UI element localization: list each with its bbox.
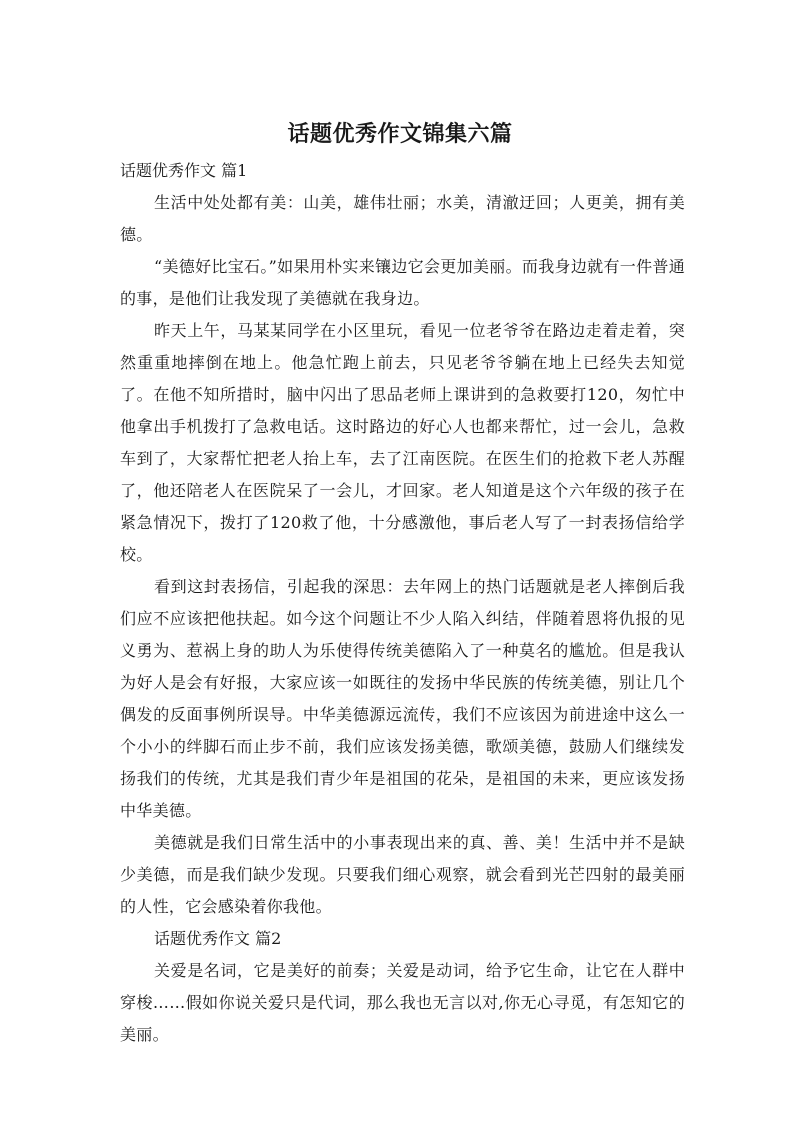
paragraph: 关爱是名词，它是美好的前奏；关爱是动词，给予它生命，让它在人群中穿梭……假如你说关爱只是代词，那么我也无言以对,你无心寻觅，有怎知它的美丽。 [120, 961, 685, 1044]
document-body [120, 155, 685, 1051]
paragraph: 美德就是我们日常生活中的小事表现出来的真、善、美！生活中并不是缺少美德，而是我们缺少发现。只要我们细心观察，就会看到光芒四射的最美丽的人性，它会感染着你我他。 [120, 833, 685, 916]
section-heading: 话题优秀作文 篇2 [154, 929, 282, 948]
paragraph: 看到这封表扬信，引起我的深思：去年网上的热门话题就是老人摔倒后我们应不应该把他扶起。如今这个问题让不少人陷入纠结，伴随着恩将仇报的见义勇为、惹祸上身的助人为乐使得传统美德陷入了一种莫名的尴尬。但是我认为好人是会有好报，大家应该一如既往的发扬中华民族的传统美德，别让几个偶发的反面事例所误导。中华美德源远流传，我们不应该因为前进途中这么一个小小的绊脚石而止步不前，我们应该发扬美德，歌颂美德，鼓励人们继续发扬我们的传统，尤其是我们青少年是祖国的花朵，是祖国的未来，更应该发扬中华美德。 [120, 577, 685, 820]
document-title: 话题优秀作文锦集六篇 [287, 122, 513, 147]
paragraph: 生活中处处都有美：山美，雄伟壮丽；水美，清澈迂回；人更美，拥有美德。 [120, 193, 685, 244]
section-heading: 话题优秀作文 篇1 [120, 161, 248, 180]
paragraph: 昨天上午，马某某同学在小区里玩，看见一位老爷爷在路边走着走着，突然重重地摔倒在地上。他急忙跑上前去，只见老爷爷躺在地上已经失去知觉了。在他不知所措时，脑中闪出了思品老师上课讲到的急救要打120，匆忙中他拿出手机拨打了急救电话。这时路边的好心人也都来帮忙，过一会儿，急救车到了，大家帮忙把老人抬上车，去了江南医院。在医生们的抢救下老人苏醒了，他还陪老人在医院呆了一会儿，才回家。老人知道是这个六年级的孩子在紧急情况下，拨打了120救了他，十分感激他，事后老人写了一封表扬信给学校。 [120, 321, 685, 564]
paragraph: “美德好比宝石。”如果用朴实来镶边它会更加美丽。而我身边就有一件普通的事，是他们让我发现了美德就在我身边。 [120, 257, 685, 308]
